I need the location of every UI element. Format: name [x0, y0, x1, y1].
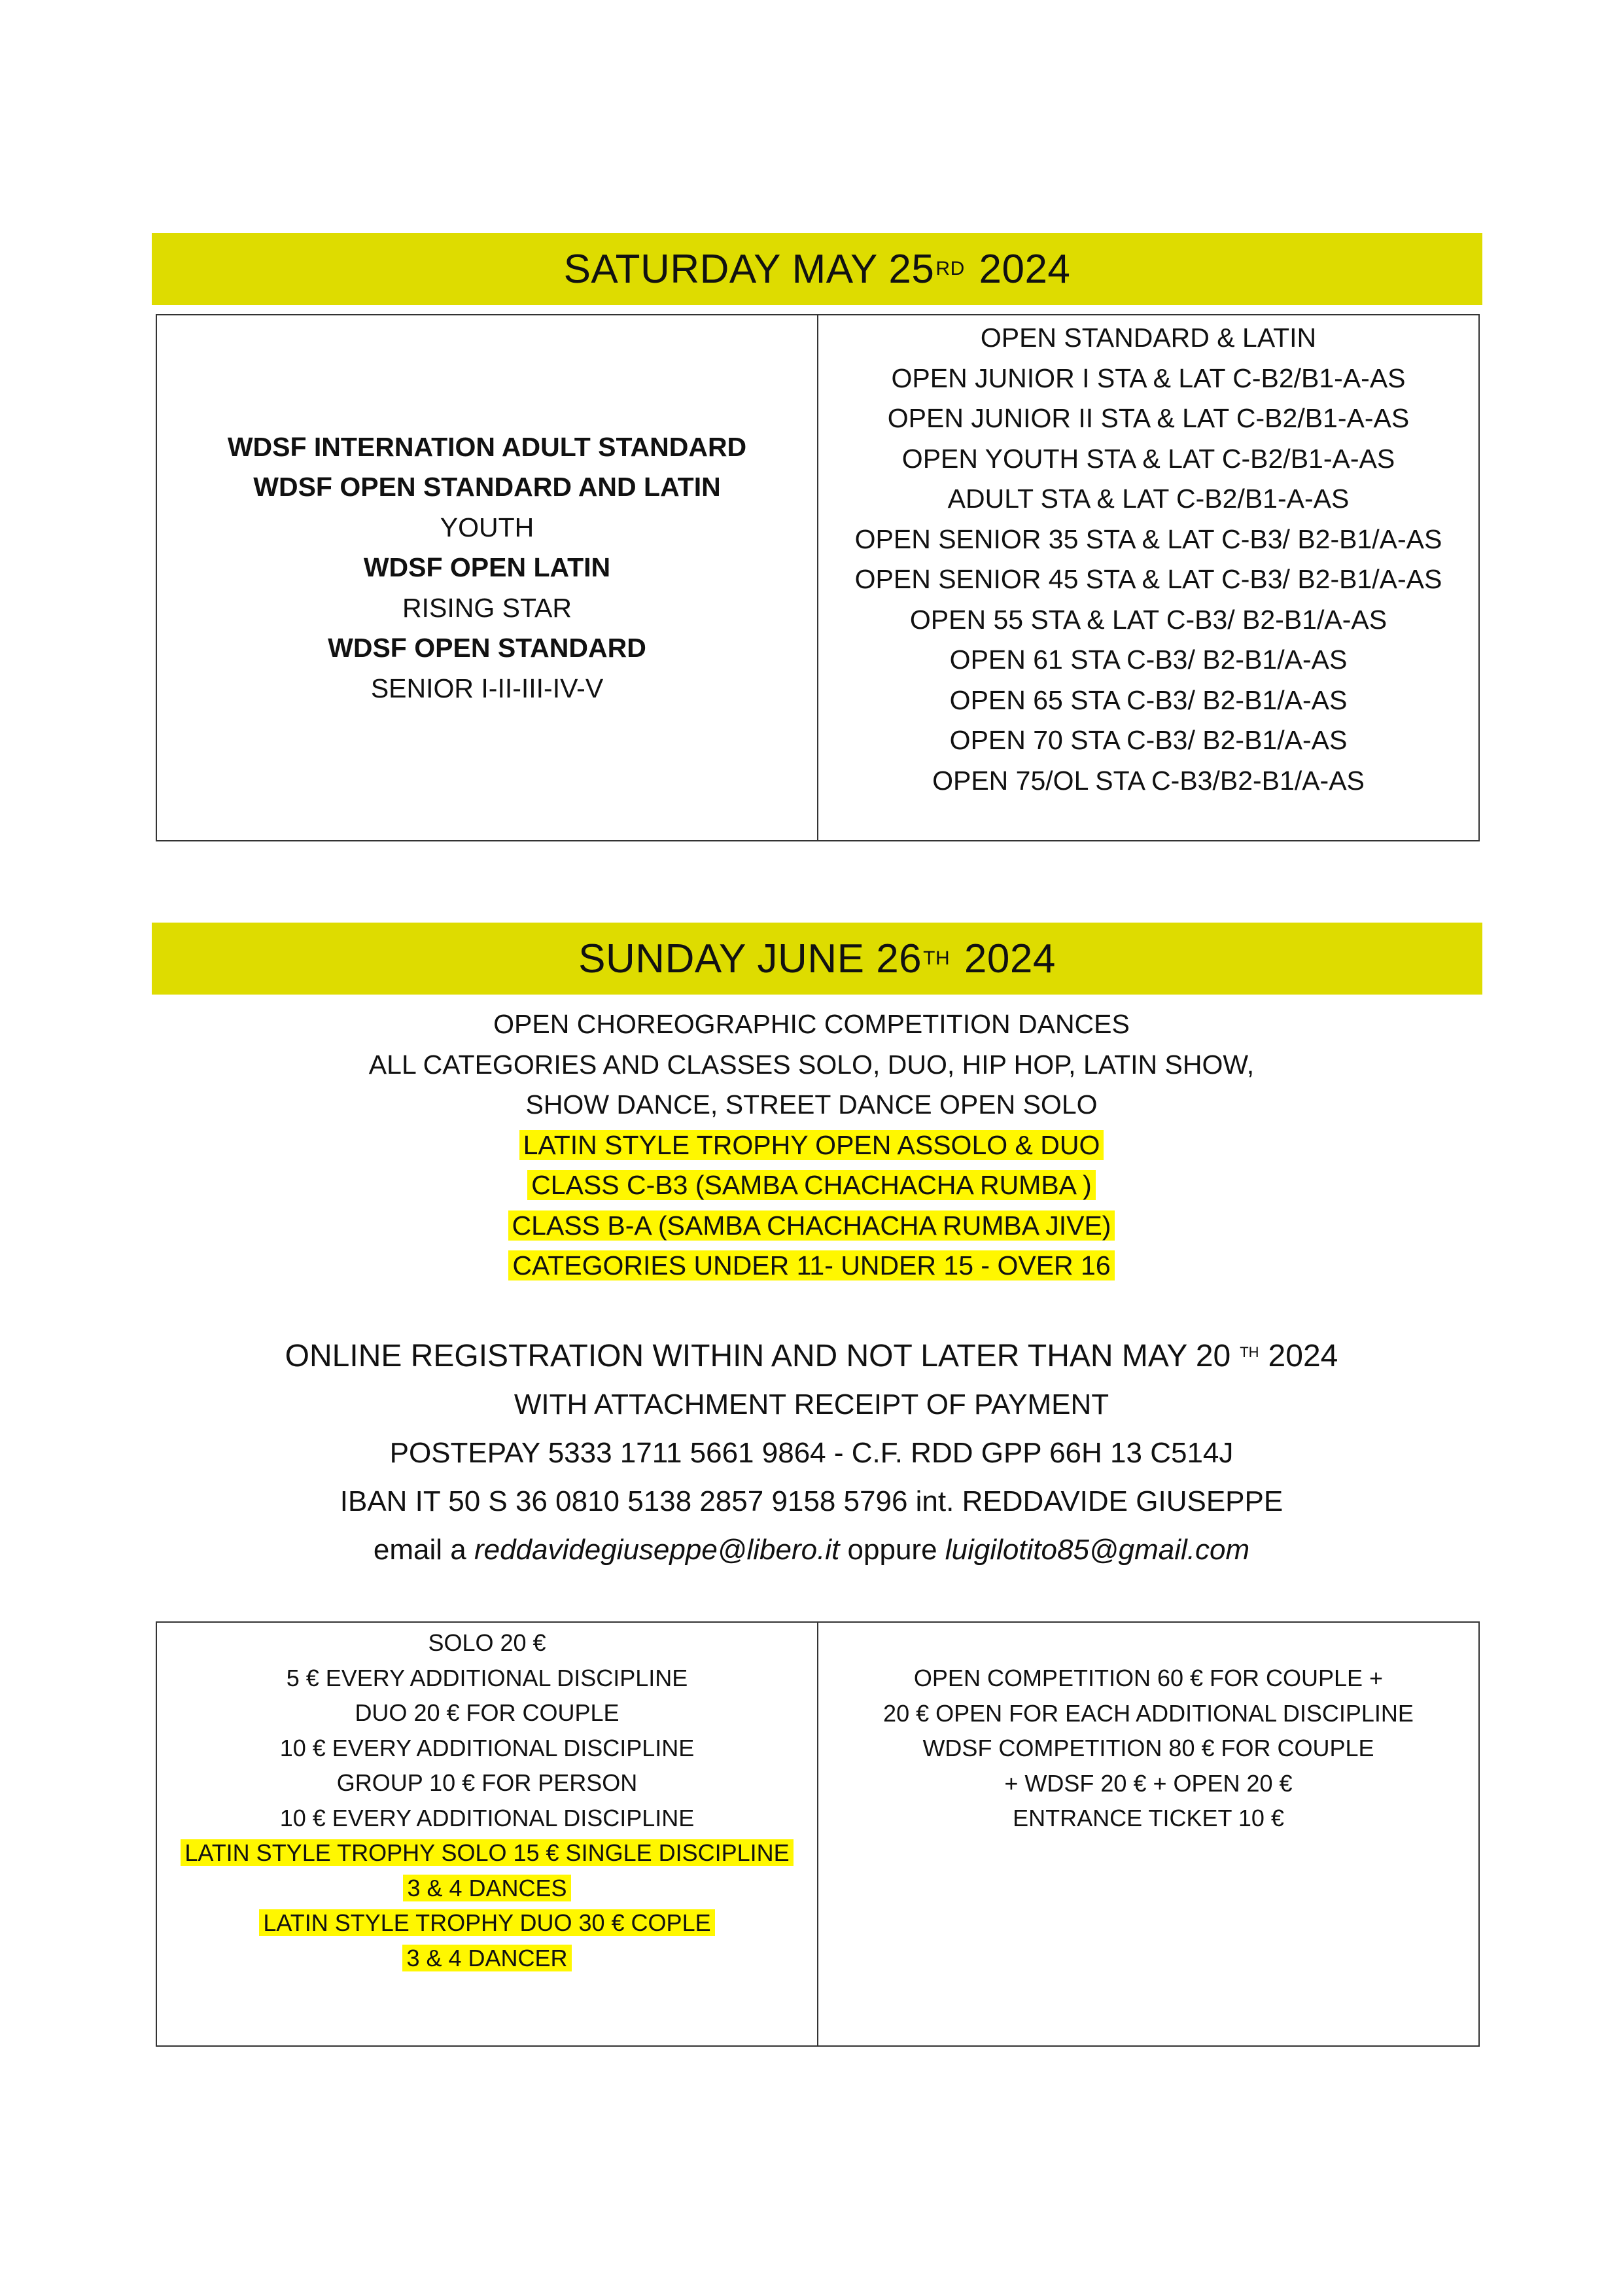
sunday-line — [519, 1125, 1104, 1166]
sunday-line — [508, 1206, 1115, 1246]
fee-right-line: + WDSF 20 € + OPEN 20 € — [1004, 1769, 1293, 1797]
fees-right-column — [817, 1623, 1478, 2045]
sunday-line-highlight: CATEGORIES UNDER 11- UNDER 15 - OVER 16 — [508, 1250, 1114, 1280]
sunday-banner — [152, 923, 1482, 995]
saturday-banner-suffix: RD — [935, 258, 965, 279]
fee-right-line: 20 € OPEN FOR EACH ADDITIONAL DISCIPLINE — [883, 1699, 1414, 1727]
saturday-right-line: ADULT STA & LAT C-B2/B1-A-AS — [947, 484, 1350, 514]
saturday-left-line: RISING STAR — [402, 592, 572, 623]
saturday-left-line: WDSF OPEN LATIN — [363, 552, 611, 583]
fee-left-line — [403, 1871, 570, 1906]
sunday-banner-main: SUNDAY JUNE 26 — [578, 936, 922, 981]
email-link-2[interactable]: luigilotito85@gmail.com — [945, 1534, 1250, 1566]
saturday-right-column — [817, 315, 1478, 840]
saturday-right-line: OPEN JUNIOR II STA & LAT C-B2/B1-A-AS — [887, 403, 1410, 433]
sunday-description — [0, 1004, 1623, 1286]
sunday-banner-suffix: TH — [923, 947, 951, 969]
registration-postepay: POSTEPAY 5333 1711 5661 9864 - C.F. RDD GPP 66H 13 C514J — [389, 1437, 1234, 1469]
saturday-right-line: OPEN SENIOR 35 STA & LAT C-B3/ B2-B1/A-AS — [854, 523, 1442, 554]
fee-left-line — [181, 1835, 793, 1871]
fee-left-line-highlight: LATIN STYLE TROPHY SOLO 15 € SINGLE DISCIPLINE — [181, 1839, 793, 1866]
sunday-line-highlight: CLASS B-A (SAMBA CHACHACHA RUMBA JIVE) — [508, 1210, 1115, 1241]
registration-title-main: ONLINE REGISTRATION WITHIN AND NOT LATER THAN MAY 20 — [285, 1339, 1231, 1373]
fee-left-line — [259, 1905, 714, 1941]
fees-left-column — [157, 1623, 817, 2045]
fee-left-line: 10 € EVERY ADDITIONAL DISCIPLINE — [279, 1734, 695, 1761]
fee-right-line: OPEN COMPETITION 60 € FOR COUPLE + — [913, 1665, 1384, 1691]
saturday-right-line: OPEN 70 STA C-B3/ B2-B1/A-AS — [949, 725, 1348, 755]
saturday-right-line: OPEN STANDARD & LATIN — [980, 323, 1317, 353]
saturday-table — [156, 314, 1480, 841]
fee-left-line: SOLO 20 € — [428, 1629, 546, 1656]
registration-block — [0, 1328, 1623, 1574]
saturday-right-line: OPEN 55 STA & LAT C-B3/ B2-B1/A-AS — [909, 604, 1387, 635]
saturday-banner — [152, 233, 1482, 305]
fee-left-line: 5 € EVERY ADDITIONAL DISCIPLINE — [286, 1664, 688, 1691]
fee-left-line: 10 € EVERY ADDITIONAL DISCIPLINE — [279, 1804, 695, 1831]
fee-left-line — [402, 1941, 571, 1976]
saturday-banner-year: 2024 — [979, 246, 1071, 292]
saturday-left-line: WDSF OPEN STANDARD AND LATIN — [253, 472, 721, 503]
saturday-right-line: OPEN JUNIOR I STA & LAT C-B2/B1-A-AS — [891, 362, 1406, 393]
sunday-line — [527, 1165, 1096, 1206]
saturday-right-line: OPEN 61 STA C-B3/ B2-B1/A-AS — [949, 645, 1348, 675]
saturday-left-line: SENIOR I-II-III-IV-V — [370, 673, 604, 703]
registration-email-line — [374, 1526, 1249, 1574]
fees-table — [156, 1621, 1480, 2047]
sunday-line: OPEN CHOREOGRAPHIC COMPETITION DANCES — [493, 1009, 1130, 1039]
registration-title — [285, 1328, 1338, 1381]
fee-left-line: GROUP 10 € FOR PERSON — [336, 1769, 638, 1796]
registration-iban: IBAN IT 50 S 36 0810 5138 2857 9158 5796 int. REDDAVIDE GIUSEPPE — [340, 1485, 1283, 1517]
sunday-line-highlight: LATIN STYLE TROPHY OPEN ASSOLO & DUO — [519, 1130, 1104, 1160]
saturday-right-line: OPEN YOUTH STA & LAT C-B2/B1-A-AS — [901, 443, 1395, 474]
saturday-left-line: WDSF OPEN STANDARD — [328, 633, 646, 663]
saturday-right-line: OPEN 75/OL STA C-B3/B2-B1/A-AS — [932, 765, 1365, 796]
saturday-right-line: OPEN 65 STA C-B3/ B2-B1/A-AS — [949, 684, 1348, 715]
email-joiner: oppure — [847, 1534, 937, 1566]
sunday-line: SHOW DANCE, STREET DANCE OPEN SOLO — [525, 1089, 1098, 1120]
fee-left-line: DUO 20 € FOR COUPLE — [355, 1699, 620, 1726]
saturday-left-column — [157, 315, 817, 840]
sunday-line: ALL CATEGORIES AND CLASSES SOLO, DUO, HIP HOP, LATIN SHOW, — [368, 1049, 1255, 1080]
registration-title-suffix: TH — [1240, 1344, 1259, 1360]
sunday-line-highlight: CLASS C-B3 (SAMBA CHACHACHA RUMBA ) — [527, 1170, 1096, 1200]
registration-title-year: 2024 — [1268, 1339, 1338, 1373]
email-link-1[interactable]: reddavidegiuseppe@libero.it — [474, 1534, 840, 1566]
fee-left-line-highlight: 3 & 4 DANCES — [403, 1875, 570, 1901]
saturday-left-line: YOUTH — [440, 512, 534, 542]
sunday-line — [508, 1246, 1114, 1286]
email-prefix: email a — [373, 1534, 466, 1566]
fee-right-line: WDSF COMPETITION 80 € FOR COUPLE — [922, 1735, 1374, 1761]
fee-left-line-highlight: 3 & 4 DANCER — [402, 1945, 571, 1971]
registration-attachment: WITH ATTACHMENT RECEIPT OF PAYMENT — [514, 1388, 1109, 1421]
fee-left-line-highlight: LATIN STYLE TROPHY DUO 30 € COPLE — [259, 1909, 714, 1936]
sunday-banner-year: 2024 — [964, 936, 1056, 981]
fee-right-line: ENTRANCE TICKET 10 € — [1013, 1805, 1284, 1831]
saturday-banner-main: SATURDAY MAY 25 — [563, 246, 935, 292]
saturday-left-line: WDSF INTERNATION ADULT STANDARD — [227, 431, 747, 462]
saturday-right-line: OPEN SENIOR 45 STA & LAT C-B3/ B2-B1/A-AS — [854, 564, 1442, 594]
